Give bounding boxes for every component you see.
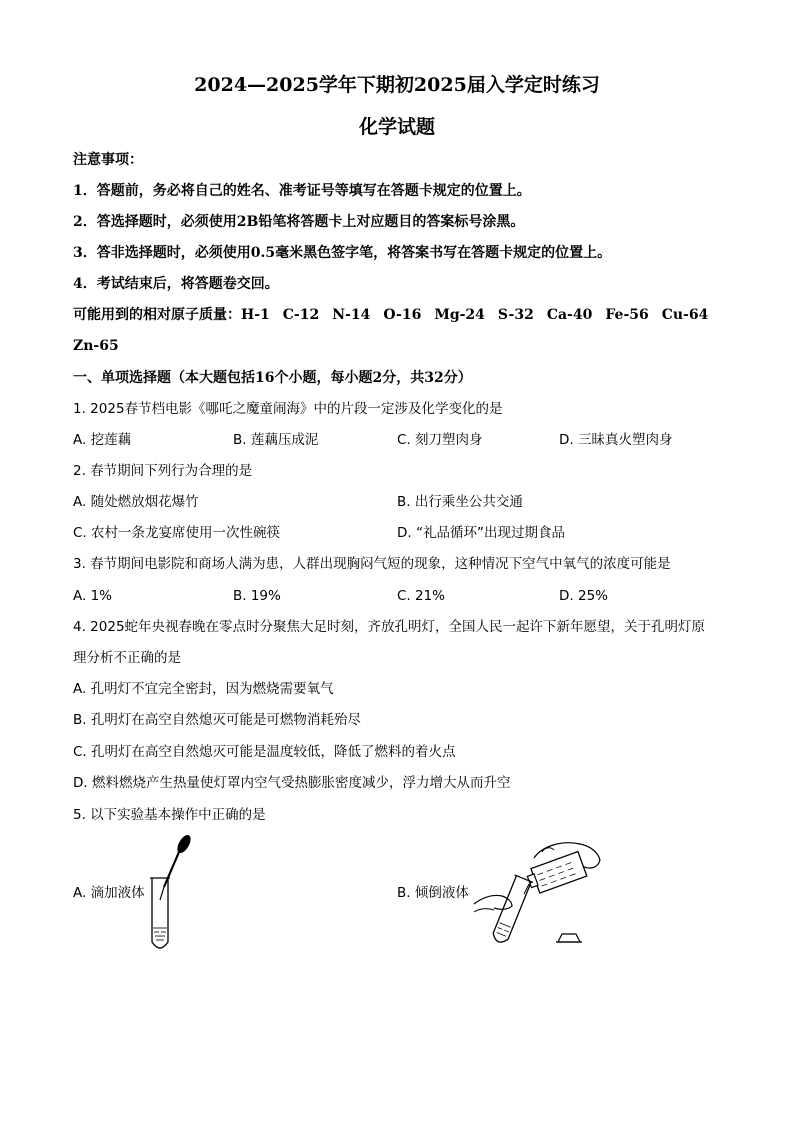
atomic-mass-s: S-32 [497,307,534,323]
notice-item-1: 1．答题前，务必将自己的姓名、准考证号等填写在答题卡规定的位置上。 [73,183,531,199]
question-2-option-c: C. 农村一条龙宴席使用一次性碗筷 [73,525,281,541]
notice-heading: 注意事项： [73,152,143,168]
question-5-option-a: A. 滴加液体 [73,885,145,901]
atomic-mass-n: N-14 [332,307,371,323]
atomic-mass-o: O-16 [383,307,422,323]
exam-title: 2024—2025学年下期初2025届入学定时练习 [194,74,600,96]
atomic-mass-cu: Cu-64 [661,307,709,323]
question-3-option-d: D. 25% [559,588,608,604]
question-1-option-b: B. 莲藕压成泥 [233,432,319,448]
subject-title: 化学试题 [358,116,435,138]
question-4-stem-line-2: 理分析不正确的是 [73,650,181,666]
question-4-option-c: C. 孔明灯在高空自然熄灭可能是温度较低，降低了燃料的着火点 [73,744,456,760]
notice-item-4: 4．考试结束后，将答题卷交回。 [73,276,279,292]
pouring-liquid-figure [472,838,607,953]
question-3-stem: 3. 春节期间电影院和商场人满为患，人群出现胸闷气短的现象，这种情况下空气中氧气的浓度可能是 [73,556,671,572]
question-4-stem-line-1: 4. 2025蛇年央视春晚在零点时分聚焦大足时刻，齐放孔明灯，全国人民一起许下新年愿望，关于孔明灯原 [73,619,706,635]
atomic-mass-h: H-1 [241,307,270,323]
question-1-stem: 1. 2025春节档电影《哪吒之魔童闹海》中的片段一定涉及化学变化的是 [73,401,503,417]
question-3-option-b: B. 19% [233,588,281,604]
question-1-option-a: A. 挖莲藕 [73,432,132,448]
question-4-option-d: D. 燃料燃烧产生热量使灯罩内空气受热膨胀密度减少，浮力增大从而升空 [73,775,511,791]
atomic-masses-line [73,305,708,325]
question-2-option-d: D. “礼品循环”出现过期食品 [397,525,565,541]
question-5-stem: 5. 以下实验基本操作中正确的是 [73,807,266,823]
atomic-mass-mg: Mg-24 [434,307,485,323]
question-3-option-a: A. 1% [73,588,112,604]
question-1-option-c: C. 刻刀塑肉身 [397,432,483,448]
atomic-mass-ca: Ca-40 [546,307,593,323]
question-4-option-b: B. 孔明灯在高空自然熄灭可能是可燃物消耗殆尽 [73,712,361,728]
notice-item-2: 2．答选择题时，必须使用2B铅笔将答题卡上对应题目的答案标号涂黑。 [73,214,525,230]
atomic-mass-fe: Fe-56 [605,307,649,323]
atomic-masses-label: 可能用到的相对原子质量： [73,307,241,323]
question-4-option-a: A. 孔明灯不宜完全密封，因为燃烧需要氧气 [73,681,334,697]
atomic-mass-zn: Zn-65 [73,338,119,354]
dropper-test-tube-figure [140,832,200,957]
notice-item-3: 3．答非选择题时，必须使用0.5毫米黑色签字笔，将答案书写在答题卡规定的位置上。 [73,245,612,261]
question-3-option-c: C. 21% [397,588,446,604]
question-5-option-b: B. 倾倒液体 [397,885,469,901]
section-heading: 一、单项选择题（本大题包括16个小题，每小题2分，共32分） [73,370,472,386]
question-1-option-d: D. 三昧真火塑肉身 [559,432,673,448]
question-2-stem: 2. 春节期间下列行为合理的是 [73,463,253,479]
atomic-mass-c: C-12 [282,307,320,323]
question-2-option-a: A. 随处燃放烟花爆竹 [73,494,199,510]
question-2-option-b: B. 出行乘坐公共交通 [397,494,523,510]
